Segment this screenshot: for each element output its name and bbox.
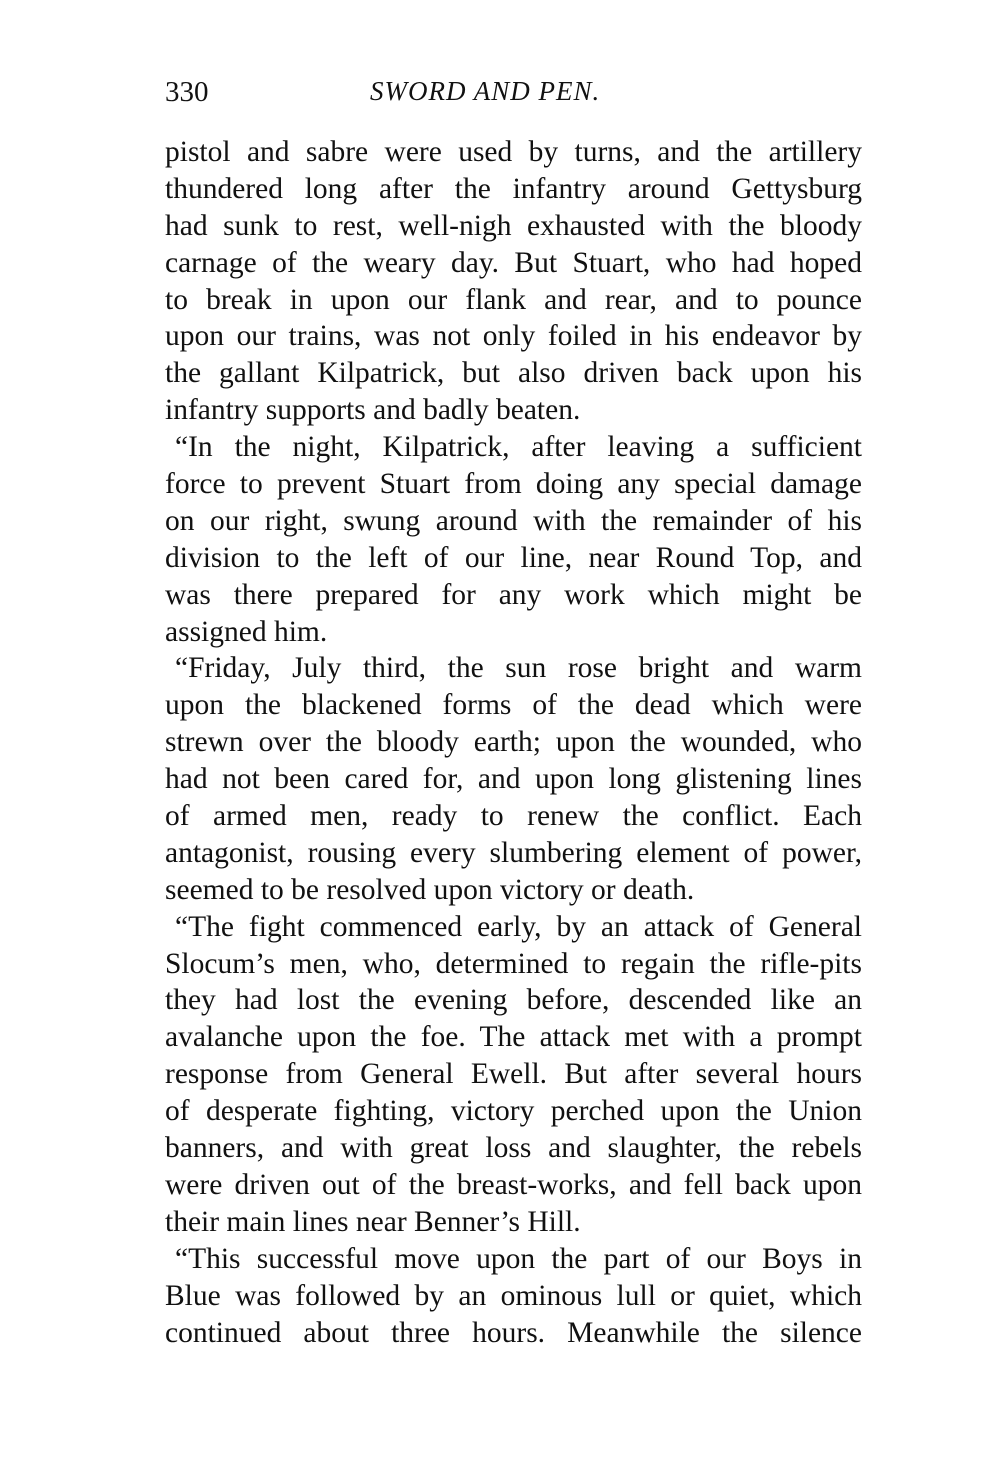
text-line: “This successful move upon the part of our Boys in — [175, 1242, 862, 1275]
text-line: thundered long after the infantry around Gettysburg — [165, 172, 862, 205]
text-line: the gallant Kilpatrick, but also driven back upon his — [165, 357, 862, 390]
body-text — [165, 134, 862, 1351]
text-line: Blue was followed by an ominous lull or quiet, which — [165, 1279, 862, 1312]
text-line: of desperate fighting, victory perched upon the Union — [165, 1095, 862, 1128]
text-line: antagonist, rousing every slumbering element of power, — [165, 836, 862, 869]
text-line: seemed to be resolved upon victory or death. — [165, 873, 695, 906]
text-line: continued about three hours. Meanwhile the silence — [165, 1316, 862, 1349]
text-line: “In the night, Kilpatrick, after leaving a sufficient — [175, 431, 862, 464]
text-line: of armed men, ready to renew the conflict. Each — [165, 800, 862, 833]
text-line: response from General Ewell. But after several hours — [165, 1058, 862, 1091]
text-line: assigned him. — [165, 615, 328, 648]
text-line: force to prevent Stuart from doing any special damage — [165, 468, 862, 501]
text-line: to break in upon our flank and rear, and to pounce — [165, 283, 862, 316]
text-line: had sunk to rest, well-nigh exhausted with the bloody — [165, 209, 862, 242]
text-line: they had lost the evening before, descended like an — [165, 984, 862, 1017]
text-line: upon the blackened forms of the dead which were — [165, 689, 862, 722]
text-line: were driven out of the breast-works, and fell back upon — [165, 1168, 862, 1201]
text-line: banners, and with great loss and slaughter, the rebels — [165, 1132, 862, 1165]
text-line: Slocum’s men, who, determined to regain the rifle-pits — [165, 947, 862, 980]
text-line: was there prepared for any work which might be — [165, 578, 862, 611]
text-line: their main lines near Benner’s Hill. — [165, 1205, 581, 1238]
text-line: on our right, swung around with the remainder of his — [165, 504, 862, 537]
running-title: SWORD AND PEN. — [370, 76, 601, 106]
page-number: 330 — [165, 76, 209, 108]
text-line: had not been cared for, and upon long glistening lines — [165, 763, 862, 796]
text-line: pistol and sabre were used by turns, and the artillery — [165, 136, 862, 168]
text-line: carnage of the weary day. But Stuart, who had hoped — [165, 246, 862, 279]
text-line: “The fight commenced early, by an attack of General — [175, 910, 862, 943]
text-line: strewn over the bloody earth; upon the wounded, who — [165, 726, 862, 759]
text-line: upon our trains, was not only foiled in his endeavor by — [165, 320, 862, 353]
text-line: division to the left of our line, near Round Top, and — [165, 541, 862, 574]
text-line: “Friday, July third, the sun rose bright and warm — [175, 652, 862, 685]
text-line: infantry supports and badly beaten. — [165, 394, 581, 427]
text-line: avalanche upon the foe. The attack met with a prompt — [165, 1021, 862, 1054]
